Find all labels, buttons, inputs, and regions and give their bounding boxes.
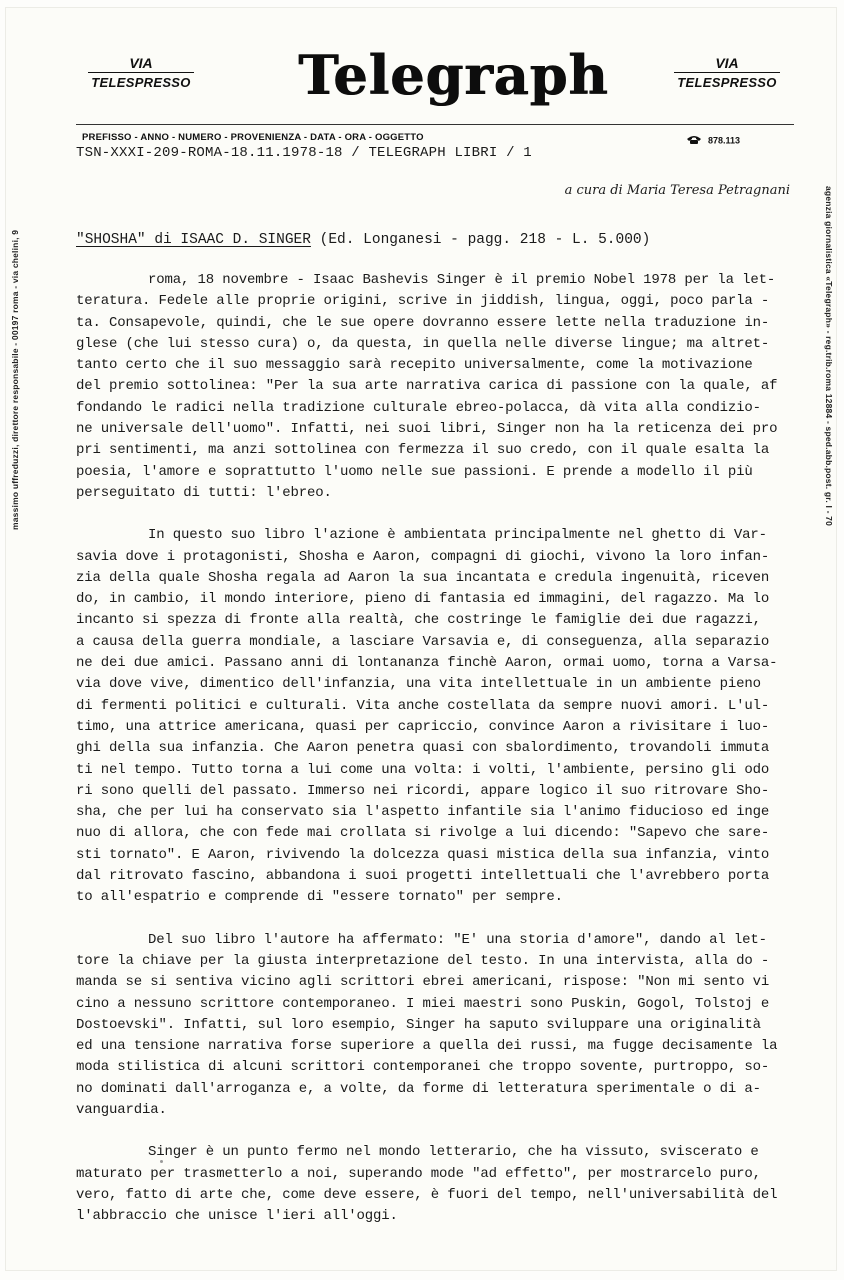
book-title: "SHOSHA" di ISAAC D. SINGER (76, 232, 311, 248)
article-line: maturato per trasmetterlo a noi, superando mode "ad effetto", per mostrarcelo puro, (76, 1165, 761, 1182)
article-line: manda se si sentiva vicino agli scrittori ebrei americani, rispose: "Non mi sento vi (76, 974, 770, 991)
sidebar-left-text: massimo uffreduzzi, direttore responsabile - 00197 roma - via chelini, 9 (10, 229, 20, 530)
via-left-line1: VIA (129, 55, 153, 71)
curator-credit: a cura di Maria Teresa Petragnani (564, 183, 790, 198)
sidebar-left (10, 190, 26, 530)
article-line: tore la chiave per la giusta interpretazione del testo. In una intervista, alla do - (76, 952, 770, 969)
masthead-logo: Telegraph (298, 43, 609, 107)
article-line: di fermenti politici e culturali. Vita anche costellata da sempre nuovi amori. L'ul- (76, 697, 770, 714)
article-line: ri sono quelli del passato. Immerso nei ricordi, appare logico il suo ritrovare Sho- (76, 782, 770, 799)
article-paragraph (76, 525, 796, 908)
article-line: pri sentimenti, ma anzi sottolinea con fermezza il suo credo, con il quale esalta la (76, 442, 770, 459)
article-line: teratura. Fedele alle proprie origini, scrive in jiddish, lingua, oggi, poco parla - (76, 293, 770, 310)
article-paragraph (76, 1142, 796, 1227)
article-line: vanguardia. (76, 1101, 167, 1118)
via-telespresso-left (82, 55, 200, 90)
article-line: do, in cambio, il mondo interiore, pieno di fantasia ed immagini, del ragazzo. Ma lo (76, 591, 770, 608)
article-line: tanto certo che il suo messaggio sarà recepito universalmente, come la motivazione (76, 357, 753, 374)
article-line: savia dove i protagonisti, Shosha e Aaron, compagni di giochi, vivono la loro infan- (76, 548, 770, 565)
ink-speck (160, 1160, 163, 1163)
via-left-rule (88, 72, 194, 73)
article-line: roma, 18 novembre - Isaac Bashevis Singer è il premio Nobel 1978 per la let- (148, 272, 776, 288)
article-paragraph (76, 930, 796, 1122)
article-line: to all'espatrio e comprende di "essere tornato" per sempre. (76, 889, 563, 906)
via-left-line2: TELESPRESSO (91, 75, 191, 90)
article-body (76, 270, 796, 1248)
article-line: perseguitato di tutti: l'ebreo. (76, 484, 332, 501)
article-line: ta. Consapevole, quindi, che le sue opere dovranno essere lette nella traduzione in- (76, 314, 770, 331)
article-line: sha, che per lui ha conservato sia l'aspetto infantile sia l'animo fiducioso ed inge (76, 804, 770, 821)
article-line: cino a nessuno scrittore contemporaneo. I miei maestri sono Puskin, Gogol, Tolstoj e (76, 995, 770, 1012)
dispatch-code: TSN-XXXI-209-ROMA-18.11.1978-18 / TELEGRAPH LIBRI / 1 (76, 145, 532, 161)
article-line: sti tornato". E Aaron, rivivendo la dolcezza quasi mistica della sua infanzia, vinto (76, 846, 770, 863)
article-line: ne universale dell'uomo". Infatti, nei suoi libri, Singer non ha la reticenza dei pro (76, 421, 778, 438)
article-line: Dostoevski". Infatti, sul loro esempio, Singer ha saputo sviluppare una originalità (76, 1016, 761, 1033)
article-line: a causa della guerra mondiale, a lasciare Varsavia e, di conseguenza, alla separazio (76, 633, 770, 650)
sidebar-right-text: agenzia giornalistica «Telegraph» - reg.trib.roma 12884 - sped.abb.post. gr. I - 70 (824, 186, 834, 527)
article-line: poesia, l'amore e soprattutto l'uomo nelle sue passioni. E prende a modello il più (76, 463, 753, 480)
article-line: ne dei due amici. Passano anni di lontananza finchè Aaron, ormai uomo, torna a Varsa- (76, 655, 778, 672)
article-line: ed una tensione narrativa forse superiore a quella dei russi, ma fugge decisamente la (76, 1038, 778, 1055)
phone-number: 878.113 (708, 135, 741, 146)
article-line: l'abbraccio che unisce l'ieri all'oggi. (76, 1208, 398, 1225)
telephone-icon (686, 135, 702, 147)
book-details: (Ed. Longanesi - pagg. 218 - L. 5.000) (310, 232, 651, 248)
article-paragraph (76, 270, 796, 504)
via-right-rule (674, 72, 780, 73)
article-line: dal ritrovato fascino, abbandona i suoi progetti intellettuali che l'avrebbero porta (76, 868, 770, 885)
article-line: moda stilistica di alcuni scrittori contemporanei che troppo sovente, purtroppo, so- (76, 1059, 770, 1076)
article-line: ti nel tempo. Tutto torna a lui come una volta: i volti, l'ambiente, persino gli odo (76, 761, 770, 778)
via-right-line2: TELESPRESSO (677, 75, 777, 90)
article-line: Singer è un punto fermo nel mondo letterario, che ha vissuto, sviscerato e (148, 1144, 759, 1161)
article-line: Del suo libro l'autore ha affermato: "E' una storia d'amore", dando al let- (148, 931, 767, 948)
header-rule (76, 124, 794, 125)
article-line: In questo suo libro l'azione è ambientata principalmente nel ghetto di Var- (148, 527, 767, 544)
article-line: nuo di allora, che con fede mai crollata si rivolge a lui dicendo: "Sapevo che sare- (76, 825, 770, 842)
article-line: no dominati dall'arroganza e, a volte, da forme di letteratura sperimentale o di a- (76, 1080, 761, 1097)
article-line: via dove vive, dimentico dell'infanzia, una vita intellettuale in un ambiente pieno (76, 676, 761, 693)
article-line: timo, una attrice americana, quasi per capriccio, convince Aaron a rivisitare i luo- (76, 718, 770, 735)
via-right-line1: VIA (715, 55, 739, 71)
article-line: zia della quale Shosha regala ad Aaron la sua incantata e credula ingenuità, riceven (76, 569, 770, 586)
article-line: del premio sottolinea: "Per la sua arte narrativa carica di passione con la quale, af (76, 378, 778, 395)
sidebar-right (820, 186, 836, 566)
article-line: fondando le radici nella tradizione culturale ebreo-polacca, dà vita alla condizio- (76, 399, 761, 416)
article-line: vero, fatto di arte che, come deve essere, è fuori del tempo, nell'universabilità del (76, 1186, 778, 1203)
article-line: glese (che lui stesso cura) o, da questa, in quella nelle diverse lingue; ma altret- (76, 335, 770, 352)
via-telespresso-right (668, 55, 786, 90)
book-heading (76, 232, 650, 248)
phone-contact (686, 135, 740, 147)
header-fields: PREFISSO - ANNO - NUMERO - PROVENIENZA - DATA - ORA - OGGETTO (82, 132, 424, 143)
article-line: incanto si spezza di fronte alla realtà, che costringe le famiglie dei due ragazzi, (76, 612, 761, 629)
article-line: ghi della sua infanzia. Che Aaron penetra quasi con sbalordimento, trovandoli immuta (76, 740, 770, 757)
